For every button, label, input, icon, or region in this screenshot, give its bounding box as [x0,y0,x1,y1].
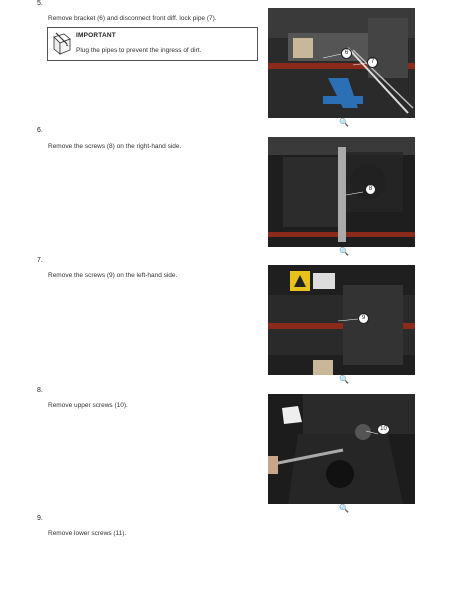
step-number-8: 8. [37,387,43,394]
step-text-8: Remove upper screws (10). [48,402,128,409]
step-number-5: 5. [37,0,43,7]
important-title: IMPORTANT [76,32,116,39]
photo-step-8 [268,394,415,504]
important-text: Plug the pipes to prevent the ingress of dirt. [76,47,202,54]
book-pencil-icon [52,31,72,57]
step-text-6: Remove the screws (8) on the right-hand side. [48,143,182,150]
step-number-6: 6. [37,127,43,134]
photo-step-6 [268,137,415,247]
magnifier-icon[interactable]: 🔍 [339,504,349,513]
step-text-7: Remove the screws (9) on the left-hand side. [48,272,178,279]
step-text-9: Remove lower screws (11). [48,530,127,537]
callout-10: 10 [377,424,390,435]
photo-step-7 [268,265,415,375]
step-number-7: 7. [37,257,43,264]
photo-step-5 [268,8,415,118]
magnifier-icon[interactable]: 🔍 [339,375,349,384]
callout-8: 8 [365,184,376,195]
magnifier-icon[interactable]: 🔍 [339,118,349,127]
callout-7: 7 [367,57,378,68]
step-text-5: Remove bracket (6) and disconnect front diff. lock pipe (7). [48,15,217,22]
important-note [47,27,258,61]
callout-6: 6 [341,48,352,59]
step-number-9: 9. [37,515,43,522]
callout-9: 9 [358,313,369,324]
magnifier-icon[interactable]: 🔍 [339,247,349,256]
